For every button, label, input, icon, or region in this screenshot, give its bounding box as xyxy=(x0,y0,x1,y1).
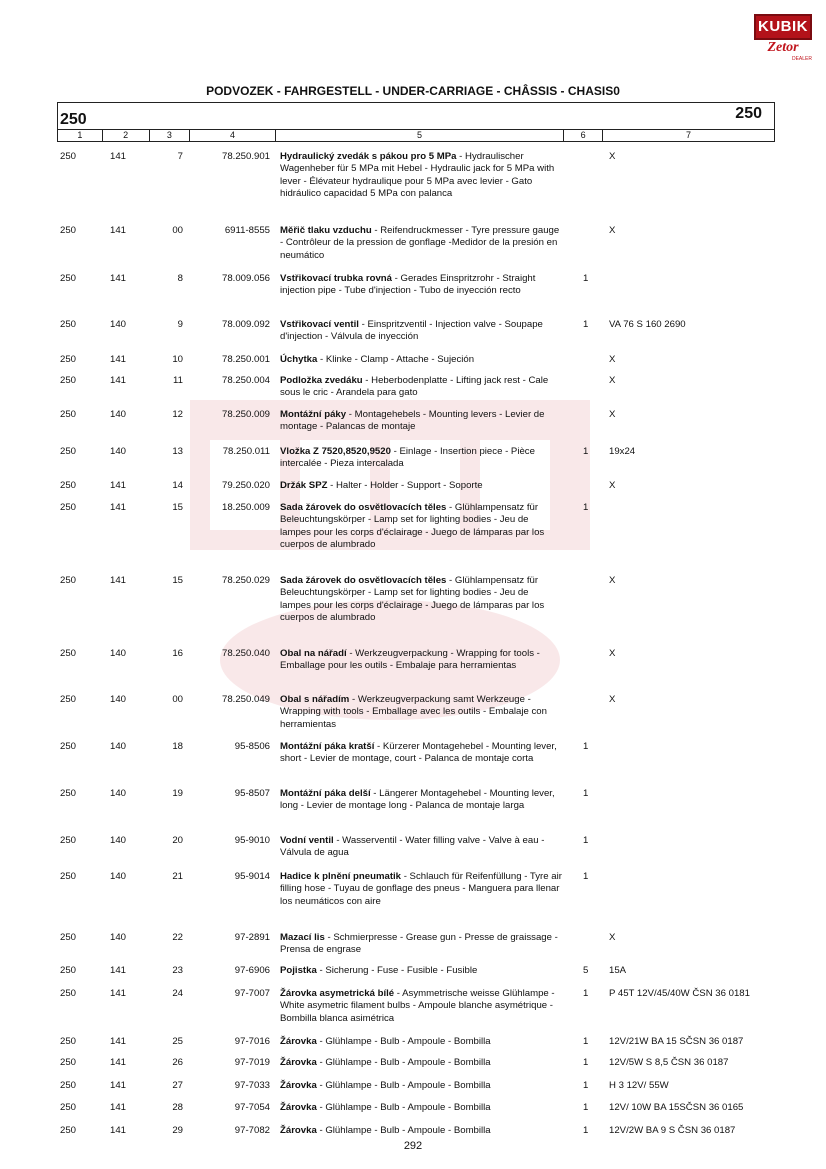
part-name: Podložka zvedáku xyxy=(280,375,363,386)
part-number-cell: 78.250.004 xyxy=(221,375,270,386)
picture-cell: 140 xyxy=(110,446,127,457)
group-cell: 250 xyxy=(60,375,77,386)
group-number-right: 250 xyxy=(735,105,762,122)
note-cell: 12V/ 10W BA 15SČSN 36 0165 xyxy=(609,1102,744,1113)
part-name: Žárovka xyxy=(280,1102,317,1113)
part-name: Žárovka asymetrická bílé xyxy=(280,988,395,999)
group-cell: 250 xyxy=(60,273,77,284)
group-cell: 250 xyxy=(60,409,77,420)
part-translations: - Längerer Montagehebel - Mounting lever, long - Levier de montage long - Palanca de montaje larga xyxy=(280,788,555,812)
part-translations: - Schmierpresse - Grease gun - Presse de graissage - Prensa de engrase xyxy=(280,932,558,956)
description-cell xyxy=(280,273,562,298)
picture-cell: 140 xyxy=(110,741,127,752)
note-cell: 12V/5W S 8,5 ČSN 36 0187 xyxy=(609,1057,729,1068)
position-cell: 21 xyxy=(172,871,183,882)
picture-cell: 140 xyxy=(110,319,127,330)
part-name: Žárovka xyxy=(280,1057,317,1068)
note-cell: 12V/21W BA 15 SČSN 36 0187 xyxy=(609,1036,744,1047)
part-number-cell: 95-8507 xyxy=(234,788,270,799)
position-cell: 13 xyxy=(172,446,183,457)
picture-cell: 141 xyxy=(110,965,127,976)
group-cell: 250 xyxy=(60,151,77,162)
quantity-cell: 1 xyxy=(583,741,589,752)
part-number-cell: 95-9010 xyxy=(234,835,270,846)
part-translations: - Glühlampe - Bulb - Ampoule - Bombilla xyxy=(316,1036,491,1047)
part-name: Sada žárovek do osvětlovacích těles xyxy=(280,575,447,586)
part-number-cell: 97-6906 xyxy=(234,965,270,976)
position-cell: 19 xyxy=(172,788,183,799)
group-cell: 250 xyxy=(60,1080,77,1091)
position-cell: 15 xyxy=(172,575,183,586)
quantity-cell: 1 xyxy=(583,446,589,457)
picture-cell: 141 xyxy=(110,480,127,491)
group-cell: 250 xyxy=(60,835,77,846)
part-name: Hadice k plnění pneumatik xyxy=(280,871,402,882)
description-cell xyxy=(280,225,562,262)
description-cell xyxy=(280,1057,562,1069)
group-cell: 250 xyxy=(60,502,77,513)
part-number-cell: 95-8506 xyxy=(234,741,270,752)
description-cell xyxy=(280,988,562,1025)
part-number-cell: 78.009.092 xyxy=(221,319,270,330)
note-cell: X xyxy=(609,480,616,491)
note-cell: X xyxy=(609,575,616,586)
description-cell xyxy=(280,871,562,908)
part-number-cell: 78.009.056 xyxy=(221,273,270,284)
picture-cell: 141 xyxy=(110,988,127,999)
picture-cell: 140 xyxy=(110,871,127,882)
page-title: PODVOZEK - FAHRGESTELL - UNDER-CARRIAGE - CHÂSSIS - CHASIS0 xyxy=(206,84,620,98)
quantity-cell: 1 xyxy=(583,502,589,513)
description-cell xyxy=(280,1036,562,1048)
position-cell: 16 xyxy=(172,648,183,659)
picture-cell: 141 xyxy=(110,1057,127,1068)
picture-cell: 140 xyxy=(110,694,127,705)
part-translations: - Einspritzventil - Injection valve - Soupape d'injection - Válvula de inyección xyxy=(280,319,543,343)
part-translations: - Sicherung - Fuse - Fusible - Fusible xyxy=(316,965,478,976)
part-number-cell: 78.250.049 xyxy=(221,694,270,705)
group-cell: 250 xyxy=(60,1125,77,1136)
note-cell: X xyxy=(609,932,616,943)
group-cell: 250 xyxy=(60,988,77,999)
part-translations: - Heberbodenplatte - Lifting jack rest - Cale sous le cric - Arandela para gato xyxy=(280,375,549,399)
part-name: Montážní páka kratší xyxy=(280,741,375,752)
position-cell: 15 xyxy=(172,502,183,513)
part-name: Hydraulický zvedák s pákou pro 5 MPa xyxy=(280,151,457,162)
picture-cell: 141 xyxy=(110,375,127,386)
group-cell: 250 xyxy=(60,648,77,659)
part-number-cell: 97-7054 xyxy=(234,1102,270,1113)
part-number-cell: 97-7016 xyxy=(234,1036,270,1047)
part-translations: - Halter - Holder - Support - Soporte xyxy=(327,480,483,491)
group-cell: 250 xyxy=(60,480,77,491)
group-cell: 250 xyxy=(60,1036,77,1047)
part-translations: - Einlage - Insertion piece - Pièce intercalée - Pieza intercalada xyxy=(280,446,535,470)
position-cell: 25 xyxy=(172,1036,183,1047)
part-translations: - Werkzeugverpackung - Wrapping for tools - Emballage pour les outils - Embalaje para herramientas xyxy=(280,648,540,672)
quantity-cell: 1 xyxy=(583,273,589,284)
part-translations: - Werkzeugverpackung samt Werkzeuge - Wrapping with tools - Emballage avec les outils - Embalaje con herramientas xyxy=(280,694,547,730)
part-name: Mazací lis xyxy=(280,932,325,943)
picture-cell: 141 xyxy=(110,151,127,162)
part-name: Montážní páka delší xyxy=(280,788,371,799)
part-number-cell: 97-7019 xyxy=(234,1057,270,1068)
part-number-cell: 97-7007 xyxy=(234,988,270,999)
part-translations: - Wasserventil - Water filling valve - Valve à eau - Válvula de agua xyxy=(280,835,545,859)
quantity-cell: 5 xyxy=(583,965,589,976)
quantity-cell: 1 xyxy=(583,1102,589,1113)
part-name: Sada žárovek do osvětlovacích těles xyxy=(280,502,447,513)
position-cell: 9 xyxy=(177,319,183,330)
group-cell: 250 xyxy=(60,965,77,976)
position-cell: 12 xyxy=(172,409,183,420)
note-cell: P 45T 12V/45/40W ČSN 36 0181 xyxy=(609,988,750,999)
quantity-cell: 1 xyxy=(583,1036,589,1047)
description-cell xyxy=(280,354,562,366)
description-cell xyxy=(280,694,562,731)
note-cell: X xyxy=(609,648,616,659)
picture-cell: 141 xyxy=(110,1036,127,1047)
group-cell: 250 xyxy=(60,1057,77,1068)
part-name: Žárovka xyxy=(280,1036,317,1047)
part-number-cell: 79.250.020 xyxy=(221,480,270,491)
quantity-cell: 1 xyxy=(583,1080,589,1091)
picture-cell: 141 xyxy=(110,1102,127,1113)
part-translations: - Klinke - Clamp - Attache - Sujeción xyxy=(317,354,475,365)
part-number-cell: 78.250.901 xyxy=(221,151,270,162)
group-cell: 250 xyxy=(60,319,77,330)
group-header xyxy=(57,102,775,129)
position-cell: 29 xyxy=(172,1125,183,1136)
description-cell xyxy=(280,932,562,957)
note-cell: X xyxy=(609,354,616,365)
group-cell: 250 xyxy=(60,741,77,752)
position-cell: 26 xyxy=(172,1057,183,1068)
group-cell: 250 xyxy=(60,1102,77,1113)
picture-cell: 141 xyxy=(110,502,127,513)
part-name: Pojistka xyxy=(280,965,317,976)
picture-cell: 140 xyxy=(110,409,127,420)
page-number: 292 xyxy=(403,1140,423,1152)
part-translations: - Gerades Einspritzrohr - Straight injection pipe - Tube d'injection - Tubo de inyección recto xyxy=(280,273,536,297)
position-cell: 23 xyxy=(172,965,183,976)
part-name: Vstřikovací trubka rovná xyxy=(280,273,392,284)
part-number-cell: 95-9014 xyxy=(234,871,270,882)
description-cell xyxy=(280,788,562,813)
part-number-cell: 18.250.009 xyxy=(221,502,270,513)
position-cell: 00 xyxy=(172,694,183,705)
part-translations: - Schlauch für Reifenfüllung - Tyre air filling hose - Tuyau de gonflage des pneus - Manguera para llenar los neumáticos con aire xyxy=(280,871,562,907)
kubik-zetor-logo xyxy=(754,14,812,62)
description-cell xyxy=(280,575,562,625)
column-header: 5 xyxy=(276,130,564,141)
part-name: Obal s nářadím xyxy=(280,694,350,705)
description-cell xyxy=(280,446,562,471)
note-cell: 15A xyxy=(609,965,627,976)
logo-zetor: Zetor xyxy=(767,40,799,55)
position-cell: 7 xyxy=(177,151,183,162)
part-name: Vodní ventil xyxy=(280,835,334,846)
part-translations: - Kürzerer Montagehebel - Mounting lever, short - Levier de montage, court - Palanca de montaje corta xyxy=(280,741,557,765)
group-cell: 250 xyxy=(60,932,77,943)
description-cell xyxy=(280,319,562,344)
part-number-cell: 97-7033 xyxy=(234,1080,270,1091)
part-name: Úchytka xyxy=(280,354,318,365)
part-name: Žárovka xyxy=(280,1080,317,1091)
part-translations: - Reifendruckmesser - Tyre pressure gauge - Contrôleur de la pression de gonflage -Medidor de la presión en neumático xyxy=(280,225,560,261)
note-cell: 19x24 xyxy=(609,446,636,457)
column-header: 2 xyxy=(103,130,150,141)
part-translations: - Glühlampe - Bulb - Ampoule - Bombilla xyxy=(316,1080,491,1091)
note-cell: X xyxy=(609,151,616,162)
description-cell xyxy=(280,480,562,492)
part-number-cell: 78.250.011 xyxy=(222,446,270,457)
quantity-cell: 1 xyxy=(583,788,589,799)
note-cell: 12V/2W BA 9 S ČSN 36 0187 xyxy=(609,1125,736,1136)
position-cell: 18 xyxy=(172,741,183,752)
quantity-cell: 1 xyxy=(583,319,589,330)
part-number-cell: 78.250.040 xyxy=(221,648,270,659)
position-cell: 20 xyxy=(172,835,183,846)
note-cell: X xyxy=(609,375,616,386)
column-header: 1 xyxy=(58,130,103,141)
description-cell xyxy=(280,965,562,977)
group-cell: 250 xyxy=(60,788,77,799)
position-cell: 22 xyxy=(172,932,183,943)
part-name: Držák SPZ xyxy=(280,480,328,491)
description-cell xyxy=(280,741,562,766)
group-cell: 250 xyxy=(60,694,77,705)
group-cell: 250 xyxy=(60,575,77,586)
position-cell: 28 xyxy=(172,1102,183,1113)
part-name: Měřič tlaku vzduchu xyxy=(280,225,372,236)
position-cell: 8 xyxy=(177,273,183,284)
description-cell xyxy=(280,648,562,673)
group-cell: 250 xyxy=(60,446,77,457)
part-name: Montážní páky xyxy=(280,409,347,420)
column-header-row xyxy=(57,129,775,142)
position-cell: 10 xyxy=(172,354,183,365)
position-cell: 11 xyxy=(173,375,183,386)
column-header: 3 xyxy=(150,130,191,141)
part-name: Vložka Z 7520,8520,9520 xyxy=(280,446,391,457)
note-cell: H 3 12V/ 55W xyxy=(609,1080,669,1091)
description-cell xyxy=(280,409,562,434)
description-cell xyxy=(280,1125,562,1137)
note-cell: X xyxy=(609,409,616,420)
quantity-cell: 1 xyxy=(583,988,589,999)
position-cell: 14 xyxy=(172,480,183,491)
part-name: Žárovka xyxy=(280,1125,317,1136)
part-translations: - Asymmetrische weisse Glühlampe - White asymetric filament bulbs - Ampoule blanche asymétrique - Bombilla blanca asimétrica xyxy=(280,988,555,1024)
part-number-cell: 78.250.009 xyxy=(221,409,270,420)
description-cell xyxy=(280,375,562,400)
picture-cell: 141 xyxy=(110,1125,127,1136)
part-number-cell: 78.250.029 xyxy=(221,575,270,586)
picture-cell: 141 xyxy=(110,1080,127,1091)
quantity-cell: 1 xyxy=(583,1057,589,1068)
group-number-left: 250 xyxy=(60,111,87,128)
picture-cell: 141 xyxy=(110,225,127,236)
quantity-cell: 1 xyxy=(583,835,589,846)
note-cell: X xyxy=(609,694,616,705)
group-cell: 250 xyxy=(60,354,77,365)
part-number-cell: 6911-8555 xyxy=(224,225,270,236)
picture-cell: 141 xyxy=(110,575,127,586)
quantity-cell: 1 xyxy=(583,1125,589,1136)
part-translations: - Glühlampensatz für Beleuchtungskörper - Lamp set for lighting bodies - Jeu de lampes pour les corps d'éclairage - Juego de lámparas par los cuerpos de alumbrado xyxy=(280,575,545,624)
group-cell: 250 xyxy=(60,225,77,236)
position-cell: 24 xyxy=(172,988,183,999)
note-cell: X xyxy=(609,225,616,236)
group-cell: 250 xyxy=(60,871,77,882)
part-name: Obal na nářadí xyxy=(280,648,347,659)
position-cell: 27 xyxy=(172,1080,183,1091)
picture-cell: 140 xyxy=(110,648,127,659)
column-header: 4 xyxy=(190,130,276,141)
description-cell xyxy=(280,1080,562,1092)
part-number-cell: 78.250.001 xyxy=(221,354,270,365)
part-name: Vstřikovací ventil xyxy=(280,319,359,330)
part-translations: - Montagehebels - Mounting levers - Levier de montage - Palancas de montaje xyxy=(280,409,545,433)
logo-dealer: DEALER xyxy=(791,56,812,62)
position-cell: 00 xyxy=(172,225,183,236)
column-header: 7 xyxy=(685,130,691,140)
picture-cell: 140 xyxy=(110,835,127,846)
logo-kubik: KUBIK xyxy=(754,14,812,40)
picture-cell: 140 xyxy=(110,788,127,799)
picture-cell: 141 xyxy=(110,354,127,365)
column-header: 6 xyxy=(564,130,603,141)
part-number-cell: 97-2891 xyxy=(234,932,270,943)
picture-cell: 141 xyxy=(110,273,127,284)
part-translations: - Hydraulischer Wagenheber für 5 MPa mit Hebel - Hydraulic jack for 5 MPa with lever - Élévateur hydraulique pour 5 MPa avec levier - Gato hidráulico capacidad 5 MPa con palanca xyxy=(280,151,555,200)
part-translations: - Glühlampe - Bulb - Ampoule - Bombilla xyxy=(316,1057,491,1068)
description-cell xyxy=(280,502,562,552)
picture-cell: 140 xyxy=(110,932,127,943)
note-cell: VA 76 S 160 2690 xyxy=(609,319,686,330)
part-number-cell: 97-7082 xyxy=(234,1125,270,1136)
part-translations: - Glühlampe - Bulb - Ampoule - Bombilla xyxy=(316,1102,491,1113)
description-cell xyxy=(280,835,562,860)
quantity-cell: 1 xyxy=(583,871,589,882)
description-cell xyxy=(280,151,562,201)
description-cell xyxy=(280,1102,562,1114)
part-translations: - Glühlampe - Bulb - Ampoule - Bombilla xyxy=(316,1125,491,1136)
part-translations: - Glühlampensatz für Beleuchtungskörper - Lamp set for lighting bodies - Jeu de lampes pour les corps d'éclairage - Juego de lámparas par los cuerpos de alumbrado xyxy=(280,502,545,551)
